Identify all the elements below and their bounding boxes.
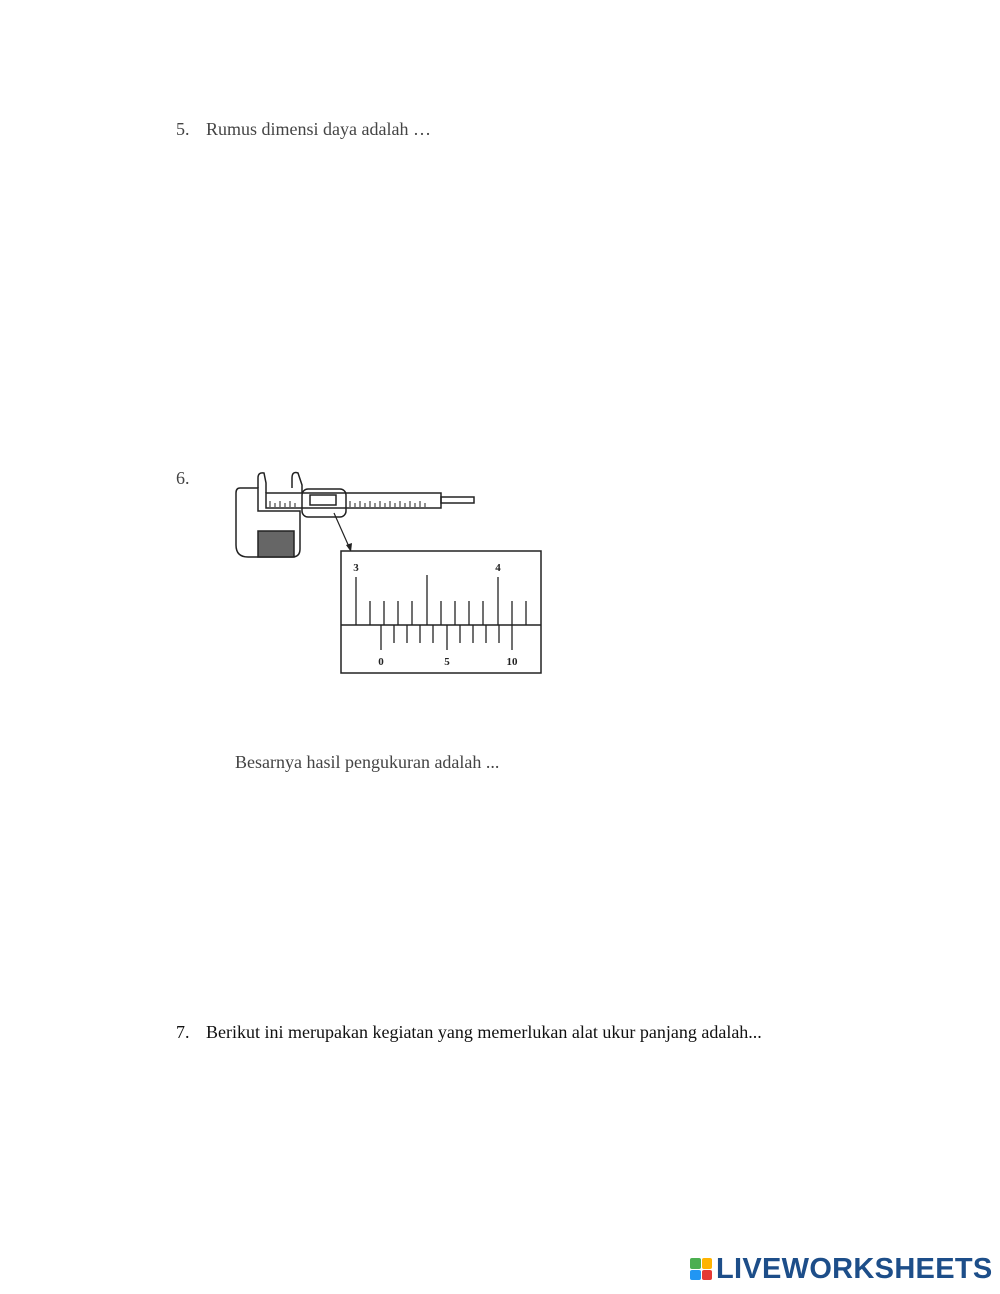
question-number: 7. [176,1022,190,1042]
caliper-slider-hook [292,473,302,493]
main-scale-label: 4 [495,562,501,574]
logo-grid-icon [690,1258,712,1280]
question-number: 5. [176,119,190,139]
caliper-slider-window [310,495,336,505]
caliper-body [258,473,266,493]
vernier-scale-label: 5 [444,656,450,668]
main-scale-label: 3 [353,562,359,574]
vernier-scale-label: 0 [378,656,384,668]
measured-object [258,531,294,557]
caliper-beam-ticks [270,501,425,507]
zoom-arrow [334,513,350,549]
question-6-prompt: Besarnya hasil pengukuran adalah ... [235,752,500,772]
question-text: Berikut ini merupakan kegiatan yang memerlukan alat ukur panjang adalah... [206,1022,762,1042]
liveworksheets-logo [690,1252,993,1286]
caliper-depth-rod [441,497,474,503]
vernier-caliper-figure [230,465,550,680]
question-text: Rumus dimensi daya adalah … [206,119,431,139]
logo-text: LIVEWORKSHEETS [716,1252,993,1285]
vernier-scale-label: 10 [506,656,518,668]
question-number: 6. [176,468,190,488]
